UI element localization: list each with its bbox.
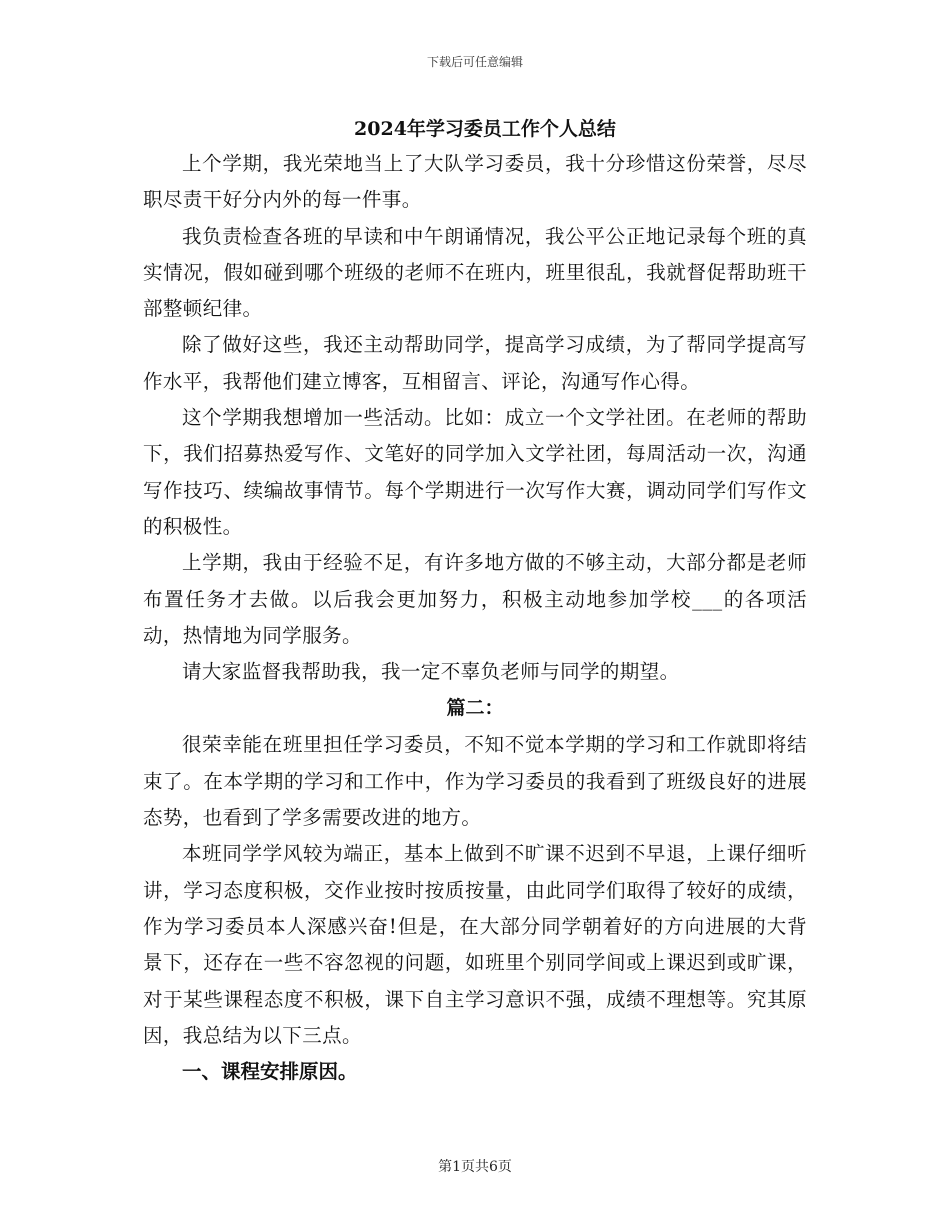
section-subtitle: 篇二： [446,697,504,720]
paragraph: 很荣幸能在班里担任学习委员，不知不觉本学期的学习和工作就即将结束了。在本学期的学习和工作中，作为学习委员的我看到了班级良好的进展态势，也看到了学多需要改进的地方。 [143,733,807,830]
document-title: 2024年学习委员工作个人总结 [354,118,616,140]
document-body [143,112,807,1090]
paragraph: 本班同学学风较为端正，基本上做到不旷课不迟到不早退，上课仔细听讲，学习态度积极，交作业按时按质按量，由此同学们取得了较好的成绩，作为学习委员本人深感兴奋!但是，在大部分同学朝着好的方向进展的大背景下，还存在一些不容忽视的问题，如班里个别同学间或上课迟到或旷课，对于某些课程态度不积极，课下自主学习意识不强，成绩不理想等。究其原因，我总结为以下三点。 [143,842,807,1047]
page-footer-number: 第1页共6页 [438,1159,512,1175]
paragraph: 除了做好这些，我还主动帮助同学，提高学习成绩，为了帮同学提高写作水平，我帮他们建立博客，互相留言、评论，沟通写作心得。 [143,333,807,393]
paragraph: 我负责检查各班的早读和中午朗诵情况，我公平公正地记录每个班的真实情况，假如碰到哪个班级的老师不在班内，班里很乱，我就督促帮助班干部整顿纪律。 [143,224,807,321]
page-header-note: 下载后可任意编辑 [426,55,523,69]
paragraph: 这个学期我想增加一些活动。比如：成立一个文学社团。在老师的帮助下，我们招募热爱写作、文笔好的同学加入文学社团，每周活动一次，沟通写作技巧、续编故事情节。每个学期进行一次写作大赛，调动同学们写作文的积极性。 [143,406,807,538]
section-heading: 一、课程安排原因。 [182,1060,358,1084]
paragraph: 上个学期，我光荣地当上了大队学习委员，我十分珍惜这份荣誉，尽尽职尽责干好分内外的每一件事。 [143,152,807,212]
paragraph: 请大家监督我帮助我，我一定不辜负老师与同学的期望。 [182,660,680,684]
paragraph: 上学期，我由于经验不足，有许多地方做的不够主动，大部分都是老师布置任务才去做。以后我会更加努力，积极主动地参加学校___的各项活动，热情地为同学服务。 [143,551,807,647]
